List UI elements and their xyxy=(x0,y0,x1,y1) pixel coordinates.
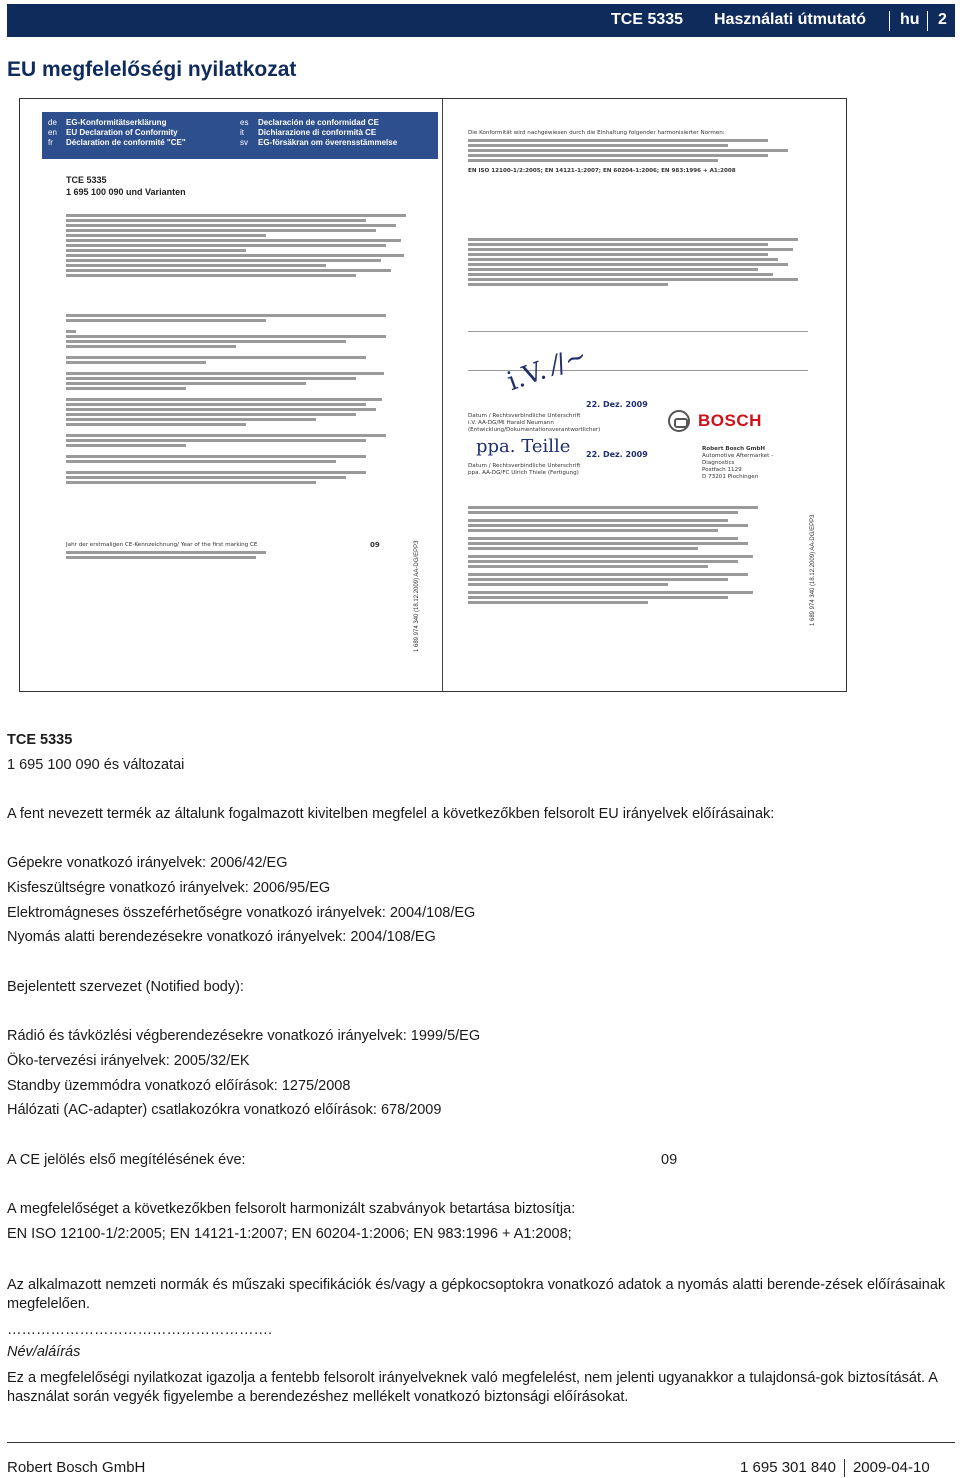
scan-signature-2: ppa. Teille xyxy=(476,436,571,457)
signature-label: Név/aláírás xyxy=(7,1344,81,1360)
header-title: TCE 5335 xyxy=(611,11,684,28)
ce-year-label: A CE jelölés első megítélésének éve: xyxy=(7,1152,246,1168)
product-model: TCE 5335 xyxy=(7,732,73,748)
footer-doc-number: 1 695 301 840 xyxy=(740,1459,836,1476)
scan-left-side-code: 1 689 974 340 (18.12.2009) AA-DG/EPP3 xyxy=(414,540,420,652)
scan-model-number: 1 695 100 090 und Varianten xyxy=(66,187,186,197)
address-line: Automotive Aftermarket - xyxy=(702,453,774,459)
signature-dots: ………………………………………………. xyxy=(7,1322,273,1338)
notified-body-label: Bejelentett szervezet (Notified body): xyxy=(7,979,244,995)
bosch-wordmark: BOSCH xyxy=(698,411,762,430)
standards-list: EN ISO 12100-1/2:2005; EN 14121-1:2007; EN 60204-1:2006; EN 983:1996 + A1:2008; xyxy=(7,1226,572,1242)
scan-ce-year-label: Jahr der erstmaligen CE-Kennzeichnung/ Year of the first marking CE xyxy=(66,542,258,548)
lang-code: it xyxy=(240,128,244,137)
scan-standards-line: EN ISO 12100-1/2:2005; EN 14121-1:2007; EN 60204-1:2006; EN 983:1996 + A1:2008 xyxy=(468,168,736,174)
scan-right-fineprint xyxy=(468,504,768,606)
scan-standards-heading: Die Konformität wird nachgewiesen durch die Einhaltung folgender harmonisierter Normen: xyxy=(468,130,725,136)
lang-code: de xyxy=(48,118,57,127)
other-directive-item: Rádió és távközlési végberendezésekre vonatkozó irányelvek: 1999/5/EG xyxy=(7,1028,481,1044)
scan-sig-role: (Entwicklung/Dokumentationsverantwortlicher) xyxy=(468,427,601,433)
scan-sig-name: ppa. AA-DG/FC Ulrich Thiele (Fertigung) xyxy=(468,470,579,476)
header-bar xyxy=(7,4,955,37)
header-language: hu xyxy=(900,11,920,28)
lang-code: fr xyxy=(48,138,53,147)
disclaimer-text: Ez a megfelelőségi nyilatkozat igazolja a fentebb felsorolt irányelveknek való megfelelést, nem jelenti ugyanakkor a tulajdonsá-gok biztosítását. A használat során vegyék figyelembe a berendezéshez mellékelt vonatkozó biztonsági előírásokat. xyxy=(7,1370,938,1405)
address-line: D 73201 Plochingen xyxy=(702,474,759,480)
heading-text: Déclaration de conformité "CE" xyxy=(66,138,186,147)
address-line: Diagnostics xyxy=(702,460,735,466)
product-variants: 1 695 100 090 és változatai xyxy=(7,757,185,773)
scan-right-side-code: 1 689 974 340 (18.12.2009) AA-DG/EPP3 xyxy=(810,514,816,626)
footer-doc-info xyxy=(740,1459,930,1477)
scan-left-page xyxy=(42,112,442,672)
scan-standards-block xyxy=(468,130,808,175)
footer-separator xyxy=(844,1459,845,1477)
scan-right-page xyxy=(466,126,826,666)
national-norms-text: Az alkalmazott nemzeti normák és műszaki specifikációk és/vagy a gépkocsoptokra vonatkozó adatok a nyomás alatti berende-zések előírásainak megfelelően. xyxy=(7,1277,946,1312)
scan-left-year-block xyxy=(66,542,396,561)
other-directive-item: Standby üzemmódra vonatkozó előírások: 1275/2008 xyxy=(7,1078,351,1094)
heading-text: Declaración de conformidad CE xyxy=(258,118,379,127)
other-directive-item: Öko-tervezési irányelvek: 2005/32/EK xyxy=(7,1053,250,1069)
header-divider xyxy=(927,11,928,31)
scan-model-name: TCE 5335 xyxy=(66,175,107,185)
scan-sig-name: i.V. AA-DG/MI Harald Neumann xyxy=(468,420,554,426)
lang-code: es xyxy=(240,118,249,127)
standards-intro: A megfelelőséget a következőkben felsorolt harmonizált szabványok betartása biztosítja: xyxy=(7,1201,576,1217)
ce-year-value: 09 xyxy=(661,1152,678,1168)
heading-text: EU Declaration of Conformity xyxy=(66,128,178,137)
scan-national-norms xyxy=(468,236,808,288)
directive-item: Elektromágneses összeférhetőségre vonatkozó irányelvek: 2004/108/EG xyxy=(7,905,476,921)
page-title: EU megfelelőségi nyilatkozat xyxy=(7,58,297,81)
scan-company-address xyxy=(702,446,773,481)
header-divider xyxy=(889,11,890,31)
footer-company: Robert Bosch GmbH xyxy=(7,1459,146,1476)
lang-code: en xyxy=(48,128,57,137)
scan-sig-label: Datum / Rechtsverbindliche Unterschrift xyxy=(468,413,581,419)
bosch-armature-icon xyxy=(668,410,690,432)
scan-sig-label: Datum / Rechtsverbindliche Unterschrift xyxy=(468,463,581,469)
scan-signatory-1 xyxy=(468,413,600,434)
scan-date-stamp-2: 22. Dez. 2009 xyxy=(586,450,648,459)
footer-date: 2009-04-10 xyxy=(852,1459,930,1476)
header-page-number: 2 xyxy=(938,11,947,28)
intro-text: A fent nevezett termék az általunk fogalmazott kivitelben megfelel a következőkben felsorolt EU irányelvek előírásainak: xyxy=(7,806,775,822)
scan-date-stamp-1: 22. Dez. 2009 xyxy=(586,400,648,409)
directive-item: Gépekre vonatkozó irányelvek: 2006/42/EG xyxy=(7,855,288,871)
scan-model xyxy=(66,174,186,198)
scan-divider xyxy=(442,99,443,691)
scan-left-directives xyxy=(66,312,426,486)
heading-text: EG-försäkran om överensstämmelse xyxy=(258,138,398,147)
scan-left-heading xyxy=(42,112,438,159)
address-line: Robert Bosch GmbH xyxy=(702,446,766,452)
header-subtitle: Használati útmutató xyxy=(714,11,867,28)
scan-left-fineprint xyxy=(66,212,426,279)
scan-ce-year: 09 xyxy=(370,541,380,549)
other-directive-item: Hálózati (AC-adapter) csatlakozókra vonatkozó előírások: 678/2009 xyxy=(7,1102,442,1118)
heading-text: Dichiarazione di conformità CE xyxy=(258,128,377,137)
address-line: Postfach 1129 xyxy=(702,467,742,473)
directive-item: Nyomás alatti berendezésekre vonatkozó irányelvek: 2004/108/EG xyxy=(7,929,436,945)
scan-signatory-2 xyxy=(468,463,580,477)
lang-code: sv xyxy=(240,138,248,147)
directive-item: Kisfeszültségre vonatkozó irányelvek: 2006/95/EG xyxy=(7,880,331,896)
bosch-logo xyxy=(668,410,762,432)
scan-signature-1: i.V. ⁄∕∼ xyxy=(503,340,591,398)
heading-text: EG-Konformitätserklärung xyxy=(66,118,167,127)
footer-divider xyxy=(7,1442,955,1443)
